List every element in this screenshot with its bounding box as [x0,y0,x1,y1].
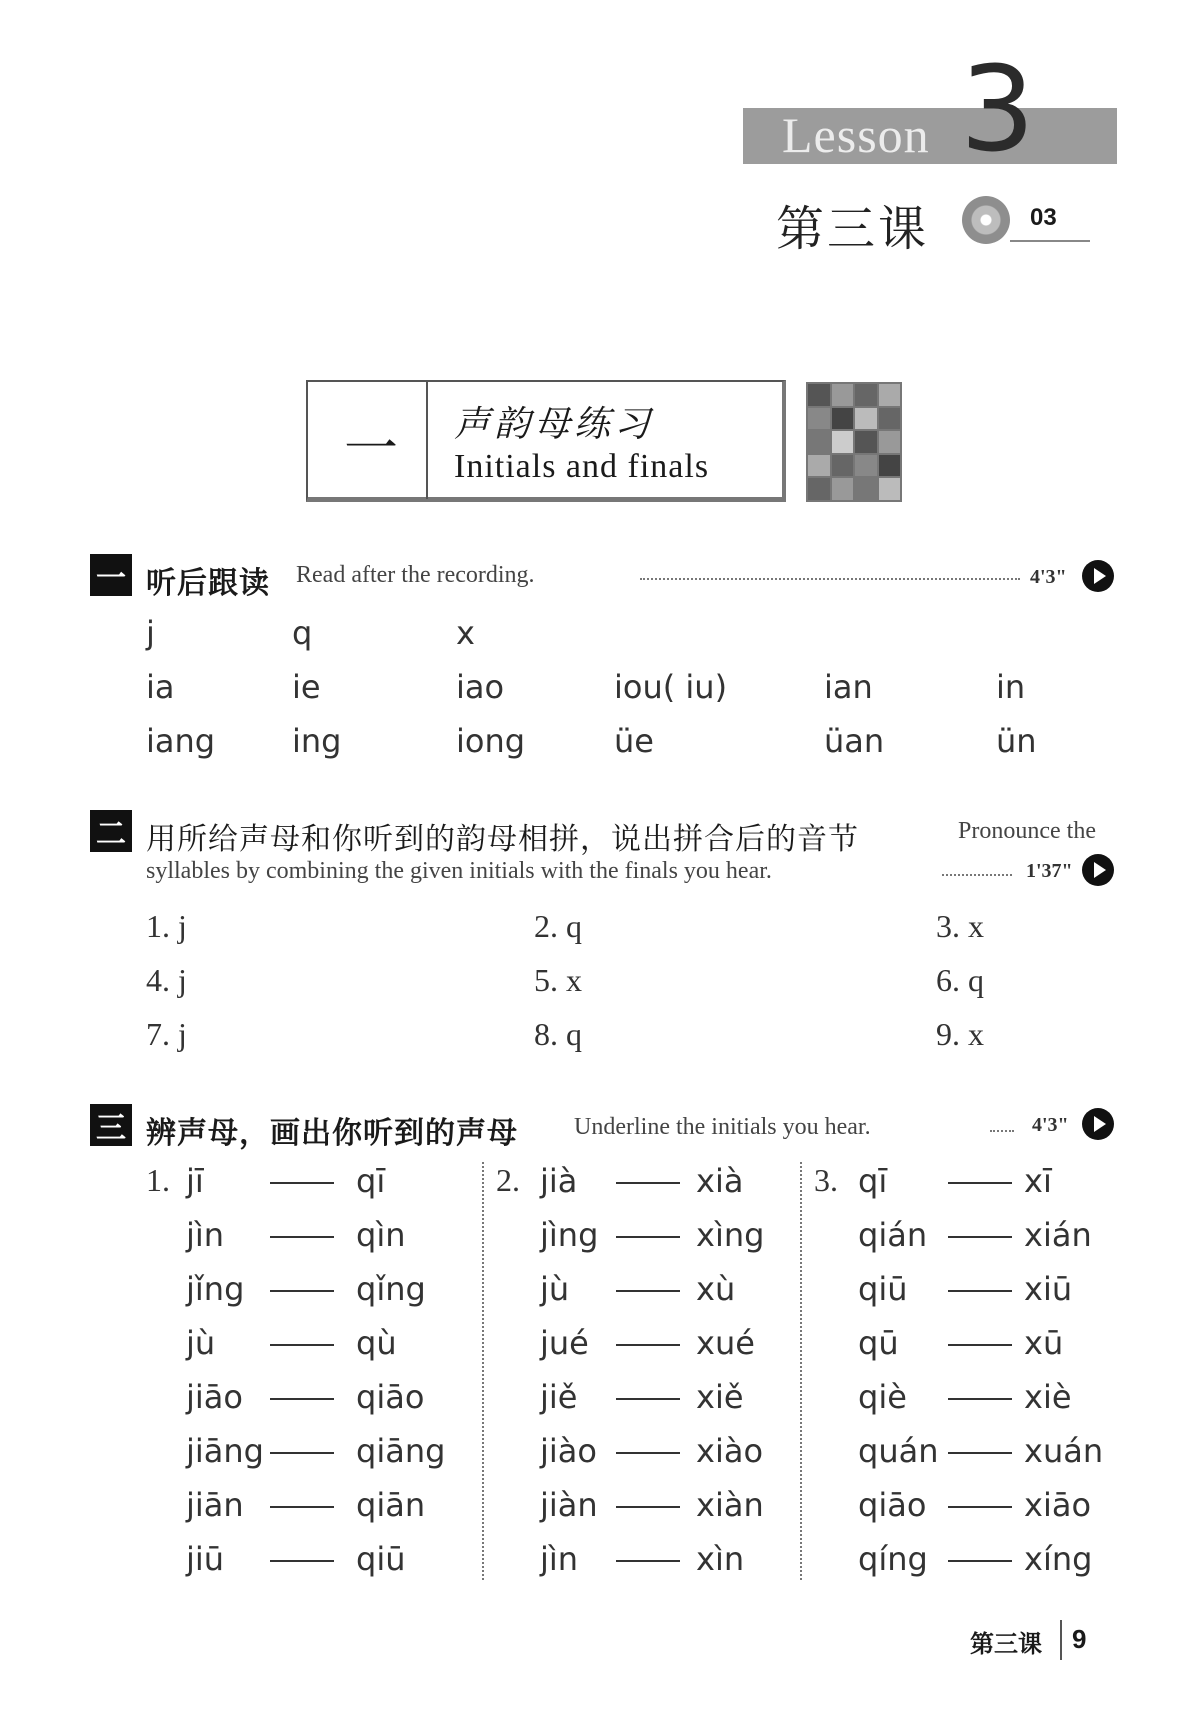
leader-dots [640,578,1020,580]
syllable-right[interactable]: qiān [356,1486,426,1524]
syllable-right[interactable]: xíng [1024,1540,1093,1578]
syllable-left[interactable]: jù [540,1270,570,1308]
exercise-1-time: 4'3" [1030,566,1067,588]
pair-dash [270,1182,334,1184]
syllable-right[interactable]: qiāng [356,1432,446,1470]
section-title-en: Initials and finals [454,448,710,485]
syllable-left[interactable]: jué [540,1324,589,1362]
pair-dash [948,1290,1012,1292]
leader-dots [942,874,1012,876]
syllable-left[interactable]: jiāng [186,1432,264,1470]
pair-dash [948,1182,1012,1184]
exercise-1-title-en: Read after the recording. [296,562,535,588]
exercise-item: 7. j [146,1016,187,1052]
syllable-left[interactable]: jiào [540,1432,597,1470]
section-divider [426,382,428,499]
pinyin-cell: üe [614,722,654,760]
lesson-title-cn: 第三课 [776,201,930,257]
group-label: 2. [496,1162,520,1198]
group-label: 1. [146,1162,170,1198]
leader-dots [990,1130,1014,1132]
syllable-left[interactable]: qiè [858,1378,907,1416]
syllable-left[interactable]: qū [858,1324,899,1362]
pair-dash [616,1182,680,1184]
footer-lesson: 第三课 [970,1630,1042,1658]
syllable-left[interactable]: jìng [540,1216,599,1254]
exercise-3-time: 4'3" [1032,1114,1069,1136]
pinyin-cell: x [456,614,475,652]
audio-disc-icon [962,196,1010,244]
syllable-right[interactable]: qiū [356,1540,406,1578]
syllable-right[interactable]: xué [696,1324,755,1362]
pair-dash [616,1398,680,1400]
syllable-right[interactable]: qìn [356,1216,406,1254]
pair-dash [948,1236,1012,1238]
pinyin-cell: ie [292,668,321,706]
exercise-2-time: 1'37" [1026,860,1073,882]
exercise-item: 8. q [534,1016,582,1052]
syllable-left[interactable]: jìn [186,1216,225,1254]
syllable-right[interactable]: qǐng [356,1270,426,1308]
pair-dash [948,1344,1012,1346]
pair-dash [616,1236,680,1238]
pair-dash [270,1290,334,1292]
syllable-left[interactable]: qiū [858,1270,908,1308]
exercise-item: 6. q [936,962,984,998]
pair-dash [616,1560,680,1562]
play-icon[interactable] [1082,854,1114,886]
section-title-cn: 声韵母练习 [454,404,655,445]
pair-dash [270,1236,334,1238]
track-number: 03 [1030,204,1057,231]
syllable-left[interactable]: jiān [186,1486,244,1524]
play-icon[interactable] [1082,1108,1114,1140]
track-underline [1010,240,1090,242]
exercise-item: 1. j [146,908,187,944]
pinyin-cell: iao [456,668,505,706]
syllable-right[interactable]: xiāo [1024,1486,1092,1524]
exercise-3-title-en: Underline the initials you hear. [574,1114,871,1140]
pair-dash [270,1452,334,1454]
column-separator [482,1162,484,1580]
exercise-2-title-en-2: syllables by combining the given initials with the finals you hear. [146,858,772,884]
pinyin-cell: iang [146,722,216,760]
syllable-left[interactable]: jiě [540,1378,578,1416]
pair-dash [270,1398,334,1400]
pair-dash [948,1560,1012,1562]
syllable-left[interactable]: qián [858,1216,928,1254]
syllable-left[interactable]: jiàn [540,1486,598,1524]
play-icon[interactable] [1082,560,1114,592]
syllable-right[interactable]: xū [1024,1324,1064,1362]
syllable-right[interactable]: xiè [1024,1378,1072,1416]
pinyin-cell: iong [456,722,526,760]
pinyin-cell: ün [996,722,1037,760]
syllable-right[interactable]: qiāo [356,1378,425,1416]
syllable-right[interactable]: xiào [696,1432,764,1470]
syllable-right[interactable]: xiàn [696,1486,764,1524]
syllable-left[interactable]: quán [858,1432,939,1470]
page-number: 9 [1072,1624,1087,1654]
syllable-left[interactable]: jìn [540,1540,579,1578]
syllable-right[interactable]: xián [1024,1216,1092,1254]
pair-dash [616,1452,680,1454]
syllable-right[interactable]: qù [356,1324,397,1362]
pinyin-cell: j [146,614,155,652]
column-separator [800,1162,802,1580]
pinyin-cell: q [292,614,313,652]
exercise-3-title-cn: 辨声母，画出你听到的声母 [146,1116,518,1151]
pinyin-cell: üan [824,722,885,760]
syllable-left[interactable]: jiū [186,1540,225,1578]
syllable-left[interactable]: jī [186,1162,204,1200]
syllable-right[interactable]: xiū [1024,1270,1073,1308]
group-label: 3. [814,1162,838,1198]
exercise-item: 9. x [936,1016,984,1052]
pair-dash [948,1452,1012,1454]
exercise-2-title-cn: 用所给声母和你听到的韵母相拼，说出拼合后的音节 [146,822,859,857]
syllable-right[interactable]: xī [1024,1162,1052,1200]
syllable-left[interactable]: jiāo [186,1378,243,1416]
syllable-right[interactable]: qī [356,1162,386,1200]
exercise-3-badge: 三 [90,1104,132,1146]
lesson-number: 3 [960,40,1036,178]
pair-dash [616,1506,680,1508]
pair-dash [616,1290,680,1292]
pair-dash [270,1506,334,1508]
syllable-right[interactable]: xìng [696,1216,765,1254]
pair-dash [270,1344,334,1346]
pair-dash [270,1560,334,1562]
syllable-right[interactable]: xià [696,1162,744,1200]
exercise-item: 4. j [146,962,187,998]
pinyin-cell: ian [824,668,873,706]
pair-dash [616,1344,680,1346]
syllable-right[interactable]: xù [696,1270,736,1308]
syllable-left[interactable]: jǐng [186,1270,245,1308]
pair-dash [948,1398,1012,1400]
exercise-1-title-cn: 听后跟读 [146,566,270,601]
pair-dash [948,1506,1012,1508]
syllable-left[interactable]: qiāo [858,1486,927,1524]
syllable-right[interactable]: xìn [696,1540,745,1578]
syllable-right[interactable]: xiě [696,1378,744,1416]
pinyin-cell: in [996,668,1026,706]
pinyin-cell: ing [292,722,342,760]
mosaic-image [806,382,902,502]
exercise-1-badge: 一 [90,554,132,596]
syllable-left[interactable]: jù [186,1324,216,1362]
footer-separator [1060,1620,1062,1660]
exercise-2-title-en-1: Pronounce the [958,818,1096,844]
pinyin-cell: iou( iu) [614,668,728,706]
exercise-item: 2. q [534,908,582,944]
exercise-2-badge: 二 [90,810,132,852]
section-number: 一 [344,417,398,480]
syllable-right[interactable]: xuán [1024,1432,1104,1470]
pinyin-cell: ia [146,668,175,706]
exercise-item: 5. x [534,962,582,998]
syllable-left[interactable]: jià [540,1162,578,1200]
syllable-left[interactable]: qī [858,1162,888,1200]
lesson-word: Lesson [782,107,930,163]
syllable-left[interactable]: qíng [858,1540,928,1578]
exercise-item: 3. x [936,908,984,944]
